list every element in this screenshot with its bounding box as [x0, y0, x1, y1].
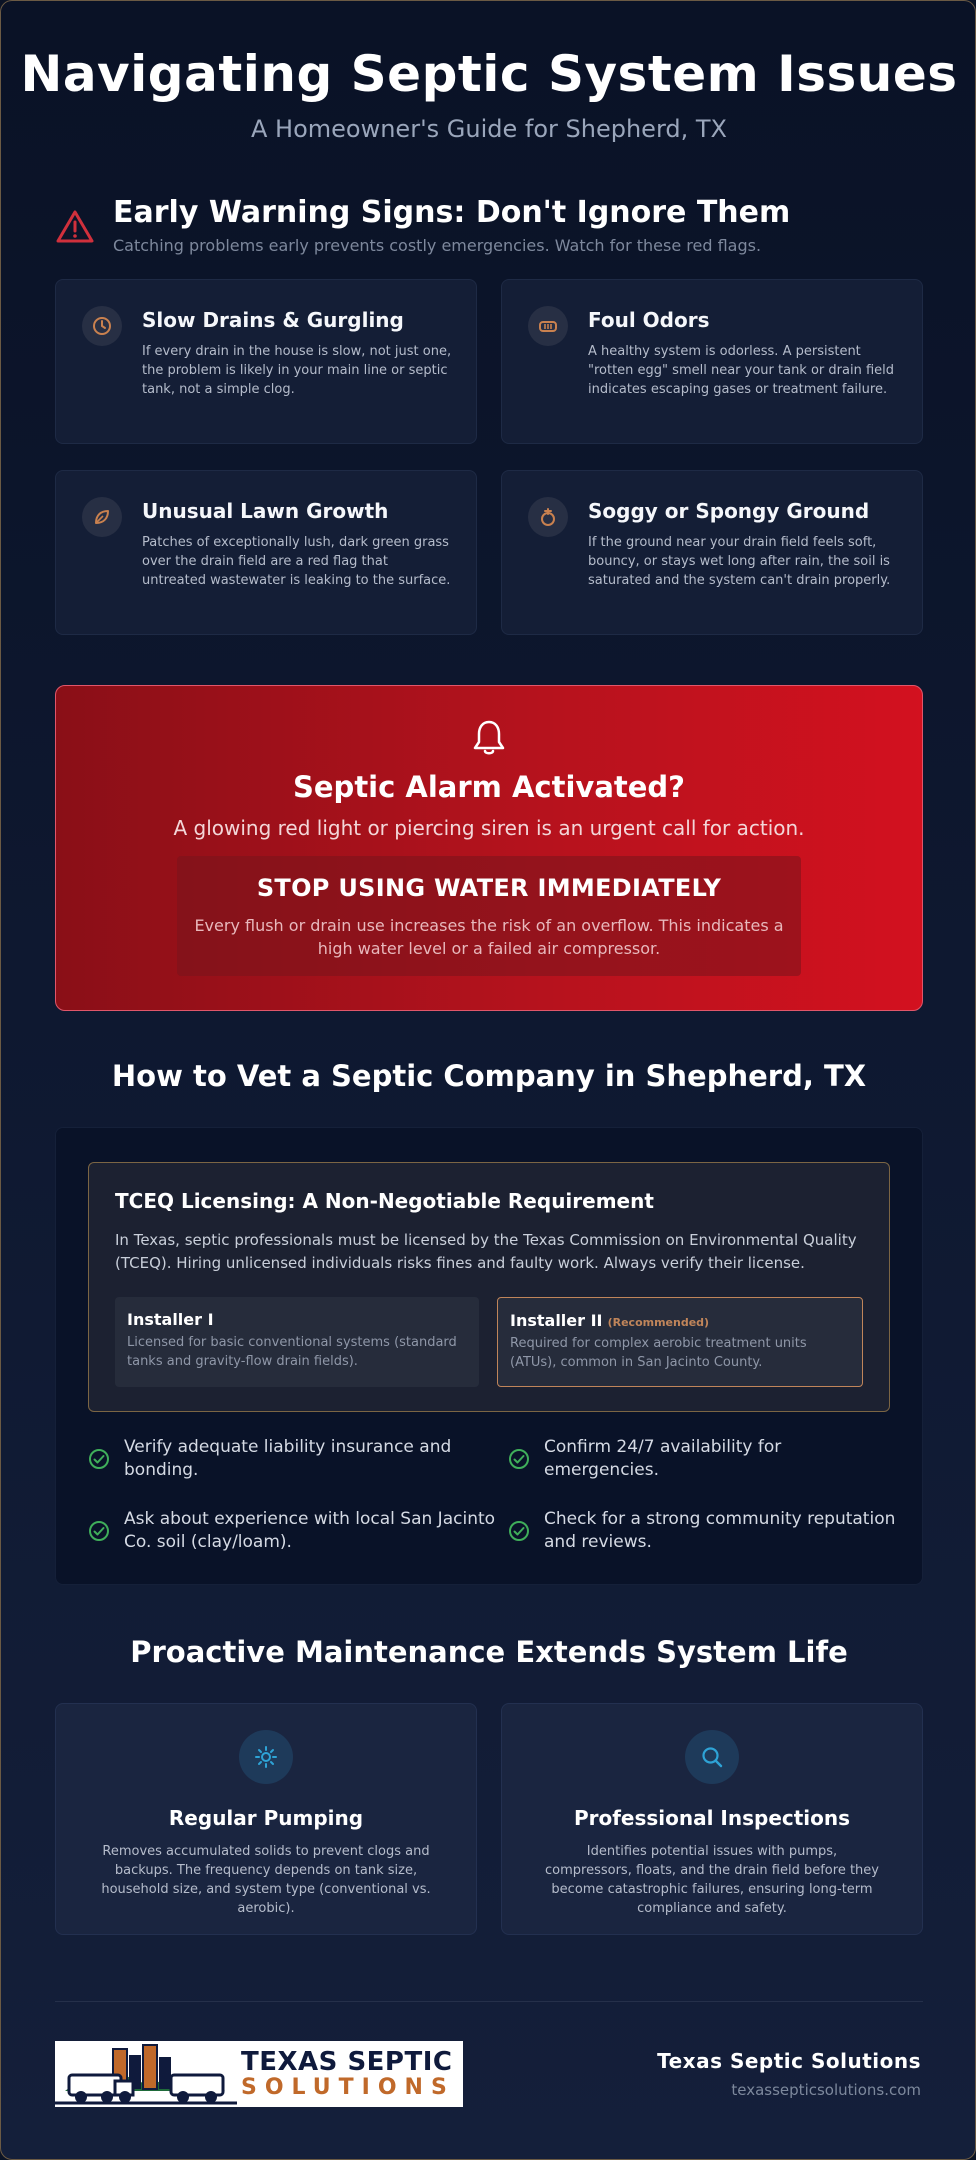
maintenance-card-title: Professional Inspections [573, 1806, 851, 1830]
page-title: Navigating Septic System Issues [20, 45, 958, 103]
warning-card-lawn-growth [55, 470, 477, 635]
checklist-item [88, 1508, 508, 1554]
check-circle-icon [508, 1520, 530, 1542]
warning-sign-cards [55, 279, 923, 635]
septic-alarm-panel [55, 685, 923, 1011]
installer-title: Installer II [510, 1311, 603, 1330]
check-circle-icon [88, 1520, 110, 1542]
logo-line-1: TEXAS SEPTIC [241, 2046, 453, 2077]
checklist-text: Confirm 24/7 availability for emergencies. [544, 1437, 782, 1480]
warning-card-slow-drains [55, 279, 477, 444]
recommended-badge: (Recommended) [607, 1316, 710, 1329]
card-text: If the ground near your drain field feels soft, bouncy, or stays wet long after rain, the soil is saturated and the system can't drain properly. [588, 535, 891, 588]
maintenance-card-title: Regular Pumping [168, 1806, 364, 1830]
maintenance-card-text: Identifies potential issues with pumps, compressors, floats, and the drain field before they become catastrophic failures, ensuring long-term compliance and safety. [545, 1844, 879, 1916]
card-text: If every drain in the house is slow, not just one, the problem is likely in your main line or septic tank, not a simple clog. [142, 344, 452, 397]
check-circle-icon [88, 1448, 110, 1470]
check-circle-icon [508, 1448, 530, 1470]
checklist-text: Check for a strong community reputation and reviews. [544, 1509, 896, 1552]
installer-2-card [497, 1297, 863, 1387]
tceq-title: TCEQ Licensing: A Non-Negotiable Requirement [115, 1189, 654, 1213]
warning-card-foul-odors [501, 279, 923, 444]
maintenance-card-inspections [501, 1703, 923, 1935]
vet-panel [55, 1127, 923, 1585]
warning-section-header [55, 195, 923, 255]
odor-icon [528, 306, 568, 346]
warning-card-soggy-ground [501, 470, 923, 635]
checklist-text: Ask about experience with local San Jacinto Co. soil (clay/loam). [124, 1509, 496, 1552]
gear-icon [239, 1730, 293, 1784]
alarm-subtitle: A glowing red light or piercing siren is an urgent call for action. [173, 816, 805, 840]
maintenance-section-title: Proactive Maintenance Extends System Life [130, 1635, 848, 1669]
vetting-checklist [88, 1436, 898, 1554]
company-logo [55, 2041, 463, 2107]
installer-text: Required for complex aerobic treatment units (ATUs), common in San Jacinto County. [510, 1336, 807, 1370]
card-title: Slow Drains & Gurgling [142, 308, 404, 332]
card-text: Patches of exceptionally lush, dark green grass over the drain field are a red flag that untreated wastewater is leaking to the surface. [142, 535, 451, 588]
warning-triangle-icon [55, 207, 95, 247]
brand-url-link[interactable]: texassepticsolutions.com [731, 2081, 921, 2099]
stop-water-box [177, 856, 801, 976]
installer-1-card [115, 1297, 479, 1387]
bell-icon [470, 718, 508, 758]
warning-section-subtitle: Catching problems early prevents costly emergencies. Watch for these red flags. [113, 236, 762, 255]
installer-text: Licensed for basic conventional systems (standard tanks and gravity-flow drain fields). [127, 1335, 457, 1369]
clock-icon [82, 306, 122, 346]
checklist-item [508, 1508, 898, 1554]
water-drop-icon [528, 497, 568, 537]
septic-truck-logo-art [55, 2041, 237, 2107]
leaf-icon [82, 497, 122, 537]
card-text: A healthy system is odorless. A persistent "rotten egg" smell near your tank or drain field indicates escaping gases or treatment failure. [588, 344, 894, 397]
checklist-item [88, 1436, 508, 1482]
page-subtitle: A Homeowner's Guide for Shepherd, TX [250, 115, 727, 143]
footer-brand [657, 2049, 921, 2099]
warning-section-title: Early Warning Signs: Don't Ignore Them [113, 195, 791, 230]
stop-water-title: STOP USING WATER IMMEDIATELY [256, 874, 722, 902]
maintenance-cards [55, 1703, 923, 1935]
alarm-title: Septic Alarm Activated? [293, 770, 685, 804]
footer-divider [55, 2001, 923, 2002]
checklist-text: Verify adequate liability insurance and bonding. [124, 1437, 452, 1480]
card-title: Soggy or Spongy Ground [588, 499, 870, 523]
tceq-licensing-box [88, 1162, 890, 1412]
card-title: Unusual Lawn Growth [142, 499, 389, 523]
stop-water-text: Every flush or drain use increases the risk of an overflow. This indicates a high water level or a failed air compressor. [194, 916, 784, 958]
logo-line-2: SOLUTIONS [241, 2074, 455, 2100]
tceq-text: In Texas, septic professionals must be licensed by the Texas Commission on Environmental Quality (TCEQ). Hiring unlicensed individuals risks fines and faulty work. Always verify their license. [115, 1231, 857, 1272]
checklist-item [508, 1436, 898, 1482]
installer-title: Installer I [127, 1310, 214, 1329]
vet-section-title: How to Vet a Septic Company in Shepherd, TX [111, 1059, 867, 1093]
brand-name: Texas Septic Solutions [657, 2049, 921, 2073]
magnifier-icon [685, 1730, 739, 1784]
maintenance-card-text: Removes accumulated solids to prevent clogs and backups. The frequency depends on tank size, household size, and system type (conventional vs. aerobic). [101, 1844, 431, 1916]
card-title: Foul Odors [588, 308, 710, 332]
header [1, 45, 976, 143]
maintenance-card-pumping [55, 1703, 477, 1935]
